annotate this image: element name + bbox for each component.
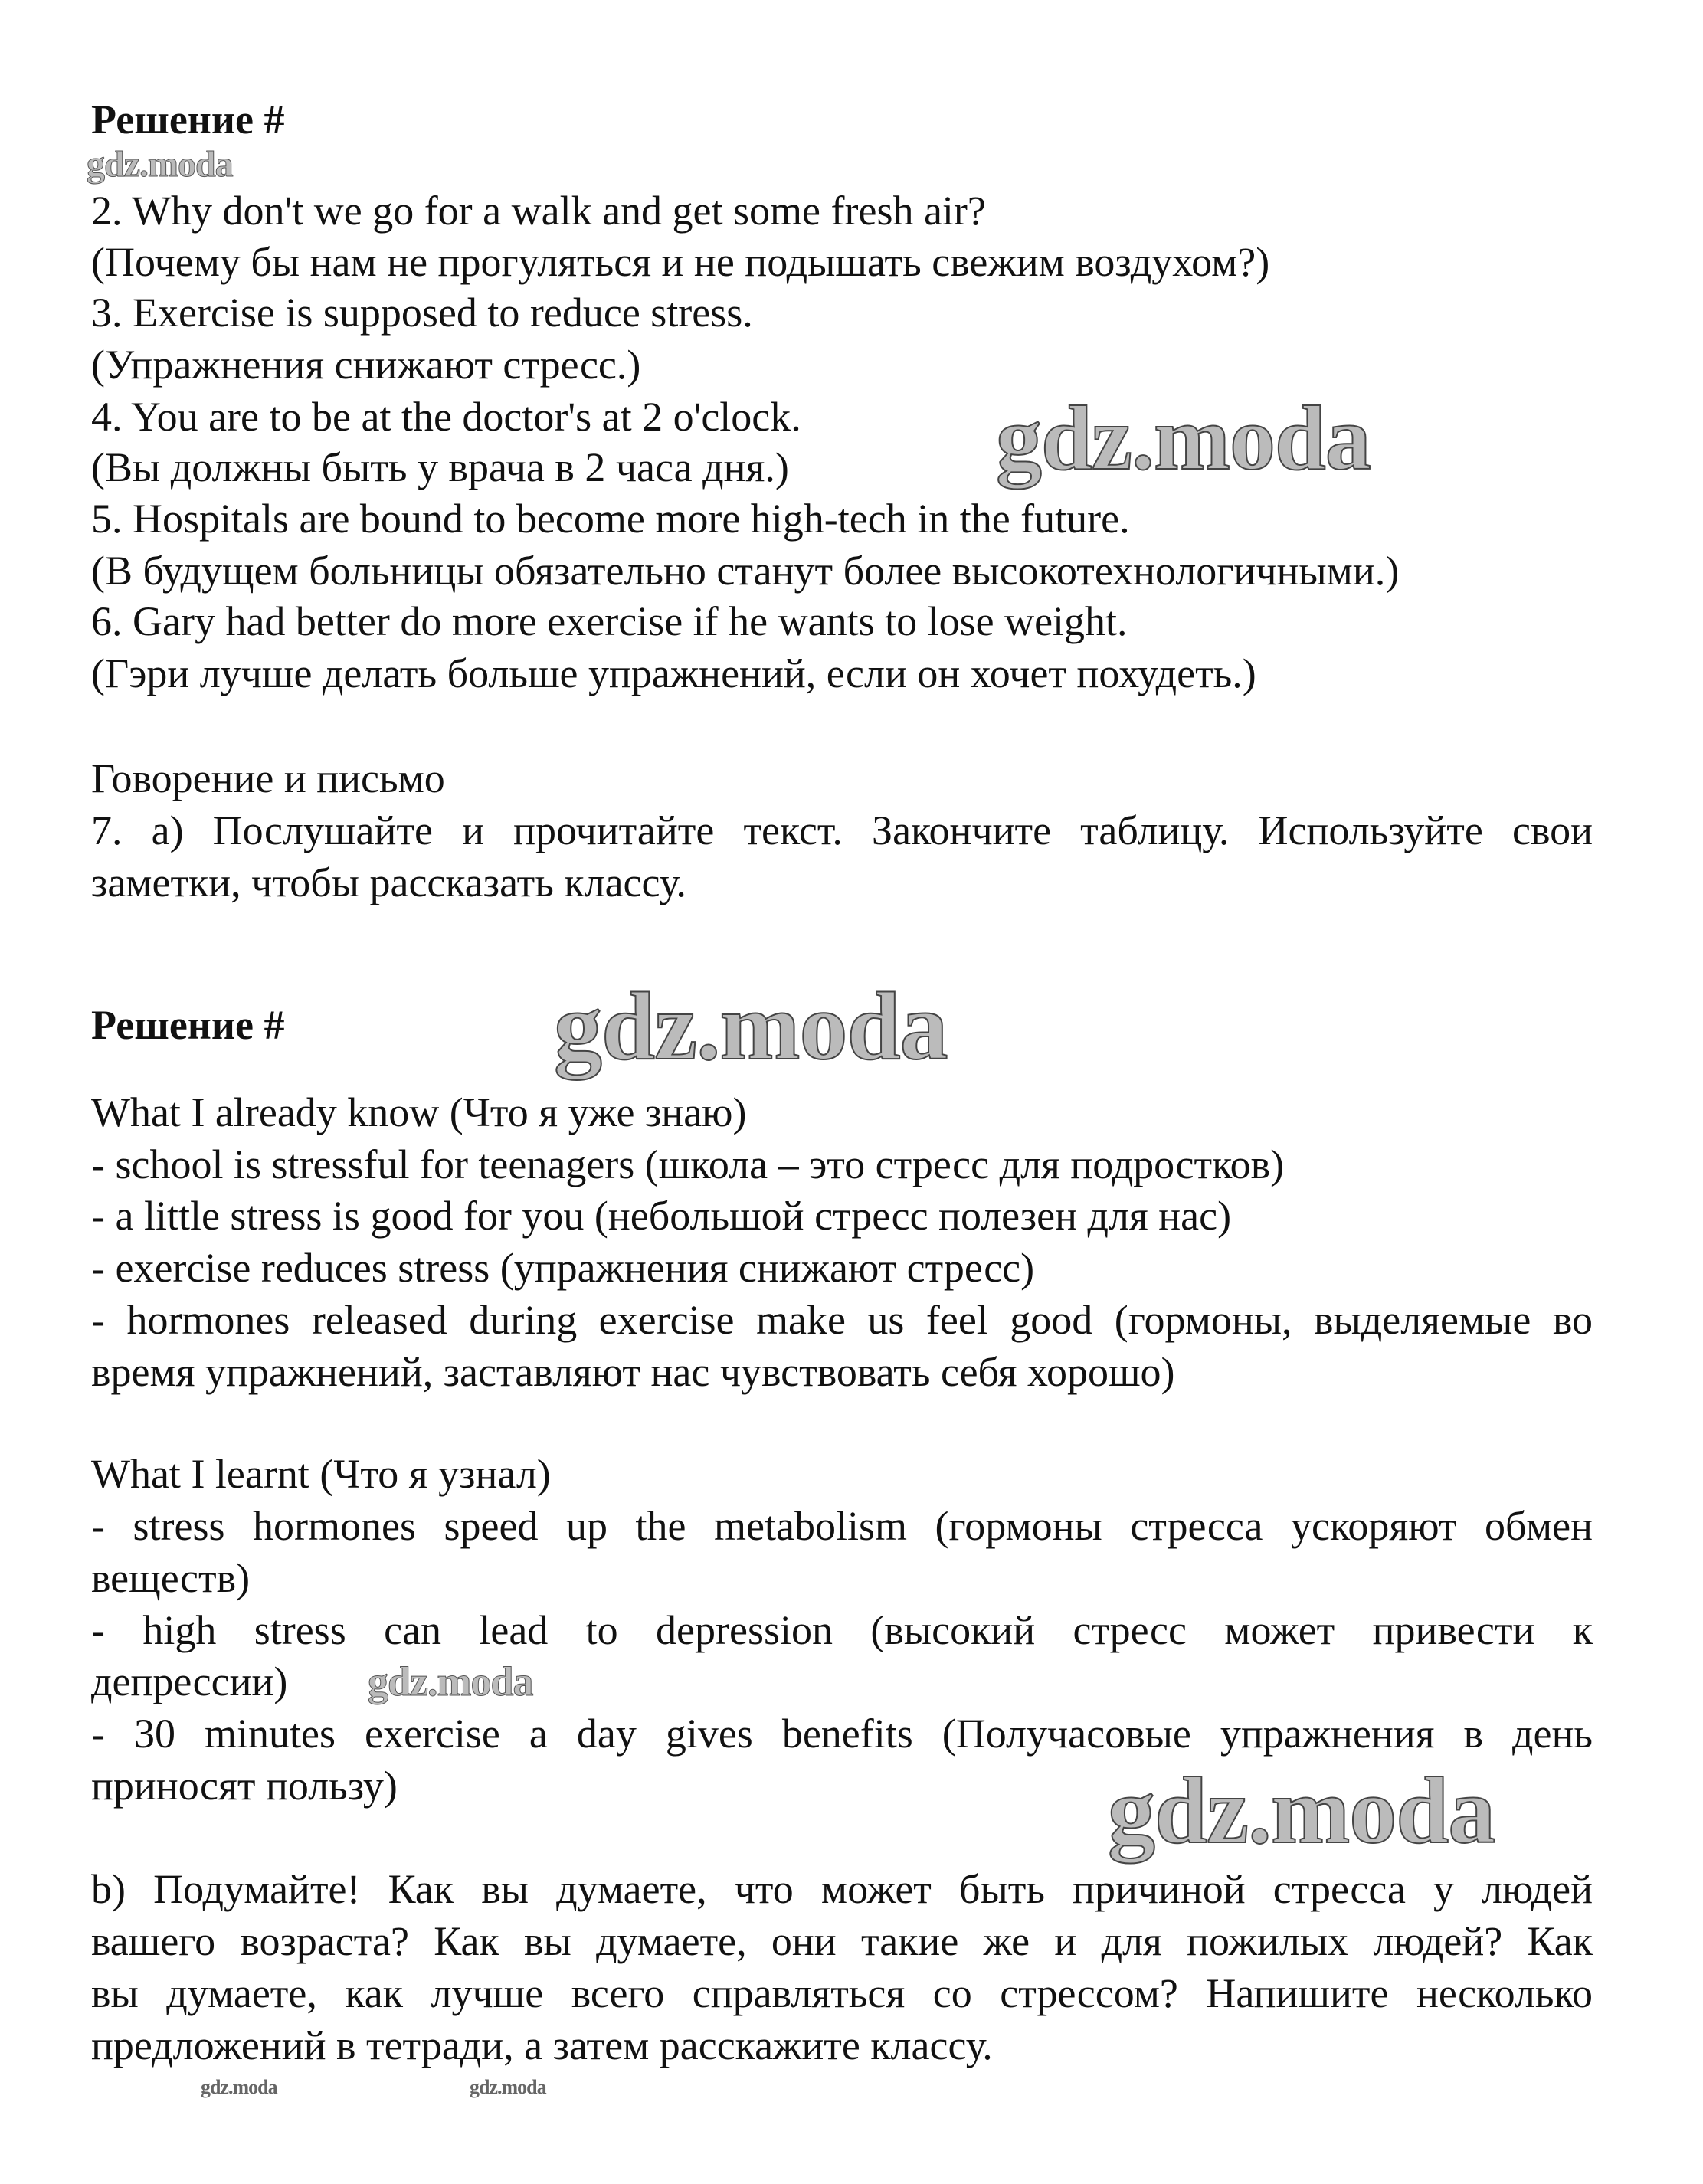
task7a-line: 7. a) Послушайте и прочитайте текст. Закончите таблицу. Используйте свои <box>91 807 1593 853</box>
know-item: - exercise reduces stress (упражнения снижают стресс) <box>91 1245 1035 1291</box>
learnt-item: депрессии) <box>91 1658 288 1704</box>
watermark-logo: gdz.moda <box>470 2076 546 2098</box>
learnt-item: - stress hormones speed up the metabolism (гормоны стресса ускоряют обмен <box>91 1503 1593 1549</box>
learnt-heading: What I learnt (Что я узнал) <box>91 1451 551 1497</box>
learnt-item: - 30 minutes exercise a day gives benefits (Получасовые упражнения в день <box>91 1711 1593 1757</box>
solution-heading-2: Решение # <box>91 1002 285 1048</box>
learnt-item: приносят пользу) <box>91 1763 398 1809</box>
sentence-2: 2. Why don't we go for a walk and get some fresh air? <box>91 188 986 234</box>
know-heading: What I already know (Что я уже знаю) <box>91 1089 747 1135</box>
task-b-line: вашего возраста? Как вы думаете, они такие же и для пожилых людей? Как <box>91 1918 1593 1964</box>
translation-6: (Гэри лучше делать больше упражнений, если он хочет похудеть.) <box>91 650 1256 696</box>
know-item: - a little stress is good for you (небольшой стресс полезен для нас) <box>91 1193 1232 1239</box>
translation-4: (Вы должны быть у врача в 2 часа дня.) <box>91 444 789 490</box>
translation-3: (Упражнения снижают стресс.) <box>91 342 641 388</box>
know-item: - hormones released during exercise make us feel good (гормоны, выделяемые во <box>91 1297 1593 1343</box>
sentence-3: 3. Exercise is supposed to reduce stress. <box>91 290 753 336</box>
solution-heading-1: Решение # <box>91 97 285 142</box>
sentence-4: 4. You are to be at the doctor's at 2 o'clock. <box>91 394 801 440</box>
learnt-item: веществ) <box>91 1555 251 1601</box>
sentence-6: 6. Gary had better do more exercise if he wants to lose weight. <box>91 598 1128 644</box>
sentence-5: 5. Hospitals are bound to become more high-tech in the future. <box>91 496 1130 542</box>
watermark-logo: gdz.moda <box>368 1658 533 1704</box>
task7-heading: Говорение и письмо <box>91 755 445 801</box>
know-item: - school is stressful for teenagers (школа – это стресс для подростков) <box>91 1141 1285 1187</box>
translation-2: (Почему бы нам не прогуляться и не подышать свежим воздухом?) <box>91 239 1270 285</box>
watermark-logo: gdz.moda <box>87 144 233 185</box>
translation-5: (В будущем больницы обязательно станут более высокотехнологичными.) <box>91 548 1400 594</box>
watermark-logo: gdz.moda <box>201 2076 277 2098</box>
watermark-logo: gdz.moda <box>1108 1758 1495 1863</box>
know-item: время упражнений, заставляют нас чувствовать себя хорошо) <box>91 1349 1175 1395</box>
task-b-line: вы думаете, как лучше всего справляться со стрессом? Напишите несколько <box>91 1970 1593 2016</box>
learnt-item: - high stress can lead to depression (высокий стресс может привести к <box>91 1607 1593 1653</box>
task-b-line: предложений в тетради, а затем расскажите классу. <box>91 2022 993 2068</box>
watermark-logo: gdz.moda <box>554 974 948 1080</box>
task-b-line: b) Подумайте! Как вы думаете, что может быть причиной стресса у людей <box>91 1866 1593 1912</box>
task7a-line: заметки, чтобы рассказать классу. <box>91 860 686 905</box>
watermark-logo: gdz.moda <box>996 387 1371 489</box>
